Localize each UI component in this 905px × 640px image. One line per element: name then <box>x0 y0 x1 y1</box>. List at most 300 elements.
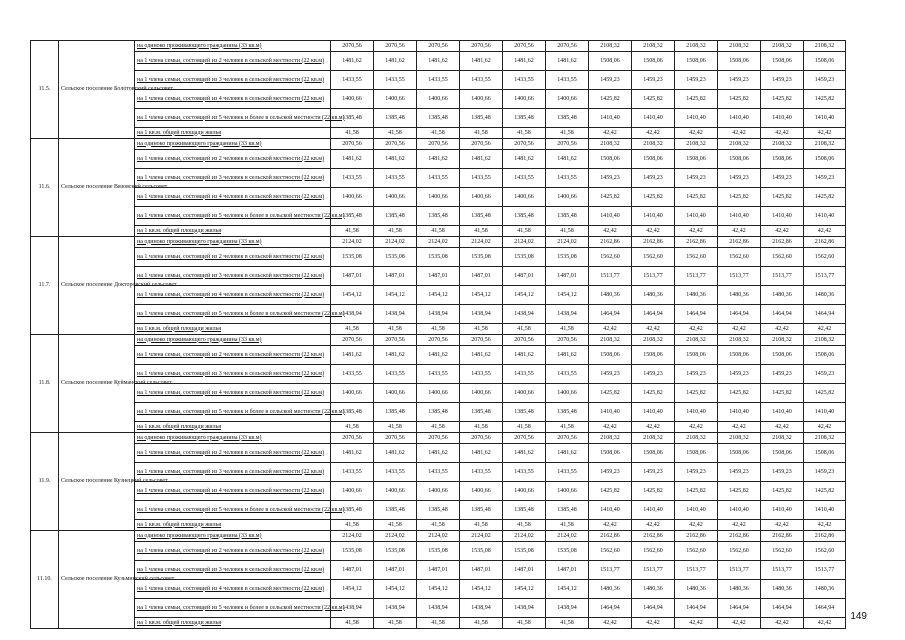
price-cell: 1454,12 <box>331 286 374 305</box>
price-cell: 1454,12 <box>374 580 417 599</box>
price-cell: 1459,23 <box>589 463 632 482</box>
price-cell: 1410,40 <box>718 109 761 128</box>
row-description: на 1 члена семьи, состоящей из 4 человек в сельской местности (22 кв.м) <box>135 384 331 403</box>
price-cell: 1508,06 <box>718 444 761 463</box>
price-cell: 1454,12 <box>503 580 546 599</box>
price-cell: 1464,94 <box>761 599 804 618</box>
price-cell: 41,58 <box>417 422 460 433</box>
row-description: на 1 члена семьи, состоящей из 2 человек в сельской местности (22 кв.м) <box>135 150 331 169</box>
price-cell: 41,58 <box>460 324 503 335</box>
price-cell: 2070,56 <box>460 335 503 346</box>
price-cell: 2070,56 <box>374 433 417 444</box>
row-description: на 1 кв.м. общей площади жилья <box>135 128 331 139</box>
price-cell: 1459,23 <box>675 365 718 384</box>
price-cell: 1433,55 <box>331 365 374 384</box>
price-cell: 1459,23 <box>632 169 675 188</box>
price-cell: 42,42 <box>761 422 804 433</box>
price-cell: 2070,56 <box>331 433 374 444</box>
price-cell: 2124,02 <box>460 237 503 248</box>
price-cell: 1400,66 <box>417 384 460 403</box>
table-row <box>31 346 846 365</box>
price-cell: 1454,12 <box>417 580 460 599</box>
row-description: на одиноко проживающего гражданина (33 кв.м) <box>135 433 331 444</box>
price-cell: 1487,01 <box>374 267 417 286</box>
price-cell: 41,58 <box>546 422 589 433</box>
row-description: на 1 члена семьи, состоящей из 2 человек в сельской местности (22 кв.м) <box>135 248 331 267</box>
price-cell: 42,42 <box>632 520 675 531</box>
price-cell: 1385,48 <box>374 501 417 520</box>
price-cell: 1508,06 <box>804 150 846 169</box>
price-cell: 1454,12 <box>417 286 460 305</box>
price-cell: 1385,48 <box>331 403 374 422</box>
price-cell: 1410,40 <box>718 501 761 520</box>
price-cell: 1425,82 <box>761 482 804 501</box>
price-cell: 1508,06 <box>589 150 632 169</box>
section-number: 11.8. <box>31 335 59 433</box>
price-cell: 2124,02 <box>374 237 417 248</box>
price-cell: 2162,86 <box>589 531 632 542</box>
price-cell: 1480,36 <box>632 286 675 305</box>
price-cell: 1385,48 <box>460 501 503 520</box>
price-cell: 1481,62 <box>546 346 589 365</box>
price-cell: 2108,32 <box>589 139 632 150</box>
price-cell: 1513,77 <box>589 267 632 286</box>
price-cell: 1425,82 <box>675 482 718 501</box>
row-description: на 1 члена семьи, состоящей из 5 человек и более в сельской местности (22 кв.м) <box>135 207 331 226</box>
row-description: на 1 члена семьи, состоящей из 4 человек в сельской местности (22 кв.м) <box>135 188 331 207</box>
price-cell: 1535,08 <box>546 248 589 267</box>
section-number: 11.7. <box>31 237 59 335</box>
price-cell: 1562,60 <box>718 542 761 561</box>
price-cell: 1464,94 <box>632 599 675 618</box>
price-cell: 1438,94 <box>460 599 503 618</box>
price-cell: 1459,23 <box>761 365 804 384</box>
price-cell: 1438,94 <box>331 305 374 324</box>
price-cell: 1385,48 <box>546 109 589 128</box>
price-cell: 1508,06 <box>804 444 846 463</box>
price-cell: 1481,62 <box>503 346 546 365</box>
price-cell: 41,58 <box>417 324 460 335</box>
row-description: на одиноко проживающего гражданина (33 кв.м) <box>135 139 331 150</box>
price-cell: 1562,60 <box>632 542 675 561</box>
price-cell: 2070,56 <box>417 139 460 150</box>
price-cell: 42,42 <box>589 226 632 237</box>
table-row <box>31 384 846 403</box>
price-cell: 1487,01 <box>503 267 546 286</box>
price-cell: 42,42 <box>761 520 804 531</box>
price-cell: 41,58 <box>460 128 503 139</box>
price-cell: 1410,40 <box>632 501 675 520</box>
price-cell: 1385,48 <box>546 501 589 520</box>
price-cell: 1459,23 <box>632 365 675 384</box>
price-cell: 1454,12 <box>460 286 503 305</box>
price-cell: 41,58 <box>503 324 546 335</box>
price-cell: 2108,32 <box>761 41 804 52</box>
table-row <box>31 618 846 629</box>
price-cell: 1513,77 <box>761 267 804 286</box>
price-cell: 2124,02 <box>331 237 374 248</box>
price-cell: 1535,08 <box>374 248 417 267</box>
price-cell: 1410,40 <box>761 403 804 422</box>
price-cell: 1481,62 <box>374 150 417 169</box>
price-cell: 42,42 <box>761 618 804 629</box>
price-cell: 1438,94 <box>503 599 546 618</box>
price-cell: 1513,77 <box>675 267 718 286</box>
price-cell: 1481,62 <box>546 150 589 169</box>
price-cell: 2070,56 <box>503 335 546 346</box>
price-cell: 1454,12 <box>460 580 503 599</box>
price-cell: 41,58 <box>417 128 460 139</box>
row-description: на 1 члена семьи, состоящей из 3 человек в сельской местности (22 кв.м) <box>135 561 331 580</box>
price-cell: 1459,23 <box>761 169 804 188</box>
price-cell: 1385,48 <box>546 207 589 226</box>
price-cell: 1535,08 <box>460 248 503 267</box>
price-cell: 41,58 <box>460 226 503 237</box>
price-cell: 1433,55 <box>460 71 503 90</box>
price-cell: 2070,56 <box>460 433 503 444</box>
price-cell: 1410,40 <box>804 207 846 226</box>
price-cell: 1400,66 <box>503 384 546 403</box>
price-cell: 1433,55 <box>460 463 503 482</box>
price-cell: 1385,48 <box>460 207 503 226</box>
price-cell: 1480,36 <box>675 286 718 305</box>
price-cell: 2108,32 <box>632 41 675 52</box>
price-cell: 2124,02 <box>503 237 546 248</box>
price-cell: 1400,66 <box>503 482 546 501</box>
price-cell: 1562,60 <box>804 248 846 267</box>
price-cell: 1400,66 <box>546 482 589 501</box>
row-description: на 1 члена семьи, состоящей из 2 человек в сельской местности (22 кв.м) <box>135 542 331 561</box>
price-cell: 41,58 <box>331 324 374 335</box>
price-cell: 1433,55 <box>374 169 417 188</box>
price-cell: 1513,77 <box>675 561 718 580</box>
price-cell: 41,58 <box>374 520 417 531</box>
price-cell: 42,42 <box>632 422 675 433</box>
price-cell: 1425,82 <box>632 188 675 207</box>
price-cell: 2108,32 <box>632 335 675 346</box>
price-cell: 1438,94 <box>417 599 460 618</box>
price-cell: 1513,77 <box>804 267 846 286</box>
price-cell: 1454,12 <box>374 286 417 305</box>
price-cell: 1487,01 <box>331 267 374 286</box>
price-cell: 1487,01 <box>546 561 589 580</box>
price-cell: 2108,32 <box>761 433 804 444</box>
row-description: на 1 кв.м. общей площади жилья <box>135 422 331 433</box>
settlement-name: Сельское поселение Докторовский сельсовет <box>59 237 135 335</box>
price-cell: 1433,55 <box>503 463 546 482</box>
price-cell: 41,58 <box>503 618 546 629</box>
price-cell: 1562,60 <box>589 542 632 561</box>
price-cell: 1508,06 <box>589 346 632 365</box>
table-row <box>31 542 846 561</box>
price-cell: 1464,94 <box>718 599 761 618</box>
price-cell: 2070,56 <box>417 335 460 346</box>
price-cell: 1508,06 <box>761 346 804 365</box>
price-cell: 2070,56 <box>331 335 374 346</box>
price-cell: 1480,36 <box>718 580 761 599</box>
price-cell: 1459,23 <box>804 169 846 188</box>
price-cell: 42,42 <box>761 226 804 237</box>
price-cell: 1410,40 <box>589 109 632 128</box>
table-row <box>31 482 846 501</box>
price-cell: 42,42 <box>589 520 632 531</box>
row-description: на 1 члена семьи, состоящей из 3 человек в сельской местности (22 кв.м) <box>135 71 331 90</box>
price-cell: 1433,55 <box>503 169 546 188</box>
price-cell: 1425,82 <box>761 188 804 207</box>
price-cell: 1464,94 <box>675 305 718 324</box>
price-cell: 1464,94 <box>589 305 632 324</box>
price-cell: 42,42 <box>589 422 632 433</box>
price-cell: 2108,32 <box>675 433 718 444</box>
table-row <box>31 403 846 422</box>
price-cell: 42,42 <box>804 128 846 139</box>
price-cell: 1400,66 <box>374 384 417 403</box>
price-cell: 1480,36 <box>589 286 632 305</box>
price-cell: 2108,32 <box>675 335 718 346</box>
price-cell: 1481,62 <box>546 444 589 463</box>
price-cell: 2108,32 <box>675 139 718 150</box>
price-cell: 2162,86 <box>675 237 718 248</box>
price-cell: 1508,06 <box>761 52 804 71</box>
price-cell: 2162,86 <box>804 531 846 542</box>
price-cell: 1410,40 <box>589 207 632 226</box>
price-cell: 1400,66 <box>374 90 417 109</box>
price-cell: 1562,60 <box>718 248 761 267</box>
price-cell: 1410,40 <box>589 501 632 520</box>
price-cell: 2162,86 <box>804 237 846 248</box>
price-cell: 2070,56 <box>460 139 503 150</box>
price-cell: 1433,55 <box>331 463 374 482</box>
price-cell: 2070,56 <box>374 41 417 52</box>
price-cell: 1562,60 <box>675 248 718 267</box>
price-cell: 1433,55 <box>417 169 460 188</box>
price-cell: 2162,86 <box>632 531 675 542</box>
price-cell: 1459,23 <box>761 71 804 90</box>
row-description: на 1 члена семьи, состоящей из 5 человек и более в сельской местности (22 кв.м) <box>135 305 331 324</box>
price-cell: 1508,06 <box>675 52 718 71</box>
price-cell: 2070,56 <box>503 41 546 52</box>
price-cell: 2108,32 <box>804 335 846 346</box>
price-cell: 2162,86 <box>761 531 804 542</box>
price-cell: 1487,01 <box>460 561 503 580</box>
price-cell: 1433,55 <box>417 71 460 90</box>
price-cell: 1433,55 <box>546 365 589 384</box>
price-cell: 1438,94 <box>374 599 417 618</box>
table-row <box>31 188 846 207</box>
price-cell: 1513,77 <box>718 561 761 580</box>
price-cell: 2108,32 <box>804 139 846 150</box>
table-row <box>31 433 846 444</box>
price-cell: 1513,77 <box>761 561 804 580</box>
price-cell: 1385,48 <box>417 403 460 422</box>
row-description: на 1 члена семьи, состоящей из 5 человек и более в сельской местности (22 кв.м) <box>135 599 331 618</box>
price-cell: 1425,82 <box>804 384 846 403</box>
price-cell: 41,58 <box>374 422 417 433</box>
price-cell: 1425,82 <box>675 188 718 207</box>
price-cell: 1438,94 <box>331 599 374 618</box>
price-cell: 1459,23 <box>632 463 675 482</box>
price-cell: 1508,06 <box>675 346 718 365</box>
price-cell: 1481,62 <box>417 52 460 71</box>
price-cell: 1508,06 <box>761 150 804 169</box>
price-cell: 41,58 <box>374 324 417 335</box>
price-cell: 1433,55 <box>374 463 417 482</box>
price-cell: 1459,23 <box>589 169 632 188</box>
table-row <box>31 207 846 226</box>
price-cell: 1480,36 <box>804 580 846 599</box>
price-cell: 41,58 <box>503 226 546 237</box>
price-cell: 1562,60 <box>761 248 804 267</box>
price-cell: 1425,82 <box>804 188 846 207</box>
price-cell: 42,42 <box>675 422 718 433</box>
price-cell: 1481,62 <box>460 444 503 463</box>
table-row <box>31 52 846 71</box>
settlement-name: Сельское поселение Вязовский сельсовет <box>59 139 135 237</box>
price-cell: 1400,66 <box>460 188 503 207</box>
table-row <box>31 139 846 150</box>
price-cell: 42,42 <box>804 324 846 335</box>
price-cell: 1385,48 <box>417 501 460 520</box>
price-cell: 1487,01 <box>503 561 546 580</box>
price-cell: 1425,82 <box>675 90 718 109</box>
price-cell: 42,42 <box>632 128 675 139</box>
price-cell: 1438,94 <box>503 305 546 324</box>
table-row <box>31 90 846 109</box>
price-cell: 1480,36 <box>761 580 804 599</box>
price-cell: 1562,60 <box>804 542 846 561</box>
price-cell: 1425,82 <box>761 90 804 109</box>
row-description: на 1 члена семьи, состоящей из 5 человек и более в сельской местности (22 кв.м) <box>135 403 331 422</box>
price-cell: 42,42 <box>718 324 761 335</box>
table-row <box>31 444 846 463</box>
price-cell: 1438,94 <box>460 305 503 324</box>
price-cell: 42,42 <box>761 128 804 139</box>
price-cell: 2162,86 <box>718 237 761 248</box>
price-cell: 1385,48 <box>417 207 460 226</box>
price-cell: 41,58 <box>546 618 589 629</box>
price-cell: 1464,94 <box>804 599 846 618</box>
price-cell: 1400,66 <box>503 90 546 109</box>
price-cell: 1425,82 <box>718 188 761 207</box>
price-cell: 41,58 <box>374 128 417 139</box>
price-cell: 1385,48 <box>374 109 417 128</box>
price-cell: 1480,36 <box>589 580 632 599</box>
price-cell: 42,42 <box>804 422 846 433</box>
row-description: на 1 члена семьи, состоящей из 5 человек и более в сельской местности (22 кв.м) <box>135 501 331 520</box>
price-cell: 1438,94 <box>374 305 417 324</box>
price-cell: 41,58 <box>546 324 589 335</box>
section-number: 11.5. <box>31 41 59 139</box>
price-cell: 41,58 <box>417 520 460 531</box>
price-cell: 1410,40 <box>632 109 675 128</box>
price-cell: 42,42 <box>718 128 761 139</box>
table-row <box>31 324 846 335</box>
price-cell: 41,58 <box>503 520 546 531</box>
price-cell: 1385,48 <box>417 109 460 128</box>
price-cell: 42,42 <box>761 324 804 335</box>
price-cell: 1481,62 <box>417 444 460 463</box>
price-cell: 42,42 <box>675 520 718 531</box>
table-row <box>31 520 846 531</box>
price-cell: 1425,82 <box>804 90 846 109</box>
price-cell: 1400,66 <box>417 90 460 109</box>
price-cell: 1480,36 <box>632 580 675 599</box>
price-cell: 1433,55 <box>460 365 503 384</box>
row-description: на 1 кв.м. общей площади жилья <box>135 226 331 237</box>
price-cell: 1487,01 <box>546 267 589 286</box>
price-cell: 1385,48 <box>503 501 546 520</box>
price-cell: 1487,01 <box>417 267 460 286</box>
price-cell: 1508,06 <box>589 52 632 71</box>
price-cell: 1459,23 <box>718 463 761 482</box>
price-cell: 1459,23 <box>761 463 804 482</box>
price-cell: 1508,06 <box>718 150 761 169</box>
price-cell: 1480,36 <box>718 286 761 305</box>
price-cell: 42,42 <box>718 226 761 237</box>
table-row <box>31 422 846 433</box>
price-cell: 1433,55 <box>331 169 374 188</box>
price-cell: 42,42 <box>589 128 632 139</box>
price-cell: 1481,62 <box>460 346 503 365</box>
price-cell: 1400,66 <box>546 188 589 207</box>
price-cell: 41,58 <box>374 618 417 629</box>
price-cell: 1385,48 <box>374 207 417 226</box>
price-cell: 2070,56 <box>546 41 589 52</box>
price-cell: 1433,55 <box>374 71 417 90</box>
price-cell: 1487,01 <box>460 267 503 286</box>
price-cell: 1487,01 <box>331 561 374 580</box>
price-cell: 1535,08 <box>503 542 546 561</box>
price-cell: 1562,60 <box>589 248 632 267</box>
price-cell: 1481,62 <box>331 150 374 169</box>
price-cell: 1438,94 <box>417 305 460 324</box>
price-cell: 1425,82 <box>804 482 846 501</box>
price-cell: 1459,23 <box>804 365 846 384</box>
price-cell: 1425,82 <box>589 482 632 501</box>
price-cell: 1562,60 <box>761 542 804 561</box>
price-cell: 2124,02 <box>546 237 589 248</box>
price-cell: 1535,08 <box>374 542 417 561</box>
price-cell: 2124,02 <box>417 531 460 542</box>
price-cell: 1481,62 <box>460 150 503 169</box>
table-row <box>31 226 846 237</box>
price-cell: 42,42 <box>632 226 675 237</box>
price-cell: 1513,77 <box>632 561 675 580</box>
price-cell: 1433,55 <box>503 365 546 384</box>
price-cell: 1400,66 <box>460 90 503 109</box>
price-cell: 42,42 <box>675 324 718 335</box>
price-cell: 1459,23 <box>675 71 718 90</box>
price-cell: 1425,82 <box>675 384 718 403</box>
price-cell: 2124,02 <box>374 531 417 542</box>
price-cell: 42,42 <box>632 618 675 629</box>
row-description: на 1 члена семьи, состоящей из 3 человек в сельской местности (22 кв.м) <box>135 169 331 188</box>
price-cell: 1433,55 <box>546 463 589 482</box>
price-cell: 1400,66 <box>460 482 503 501</box>
price-cell: 1481,62 <box>331 346 374 365</box>
price-cell: 42,42 <box>675 128 718 139</box>
price-cell: 1425,82 <box>718 90 761 109</box>
price-cell: 1481,62 <box>417 150 460 169</box>
price-cell: 42,42 <box>675 618 718 629</box>
price-cell: 1400,66 <box>331 384 374 403</box>
price-cell: 1425,82 <box>589 384 632 403</box>
table-row <box>31 286 846 305</box>
price-cell: 1513,77 <box>804 561 846 580</box>
price-cell: 1535,08 <box>417 248 460 267</box>
price-cell: 1425,82 <box>589 188 632 207</box>
price-cell: 2124,02 <box>546 531 589 542</box>
